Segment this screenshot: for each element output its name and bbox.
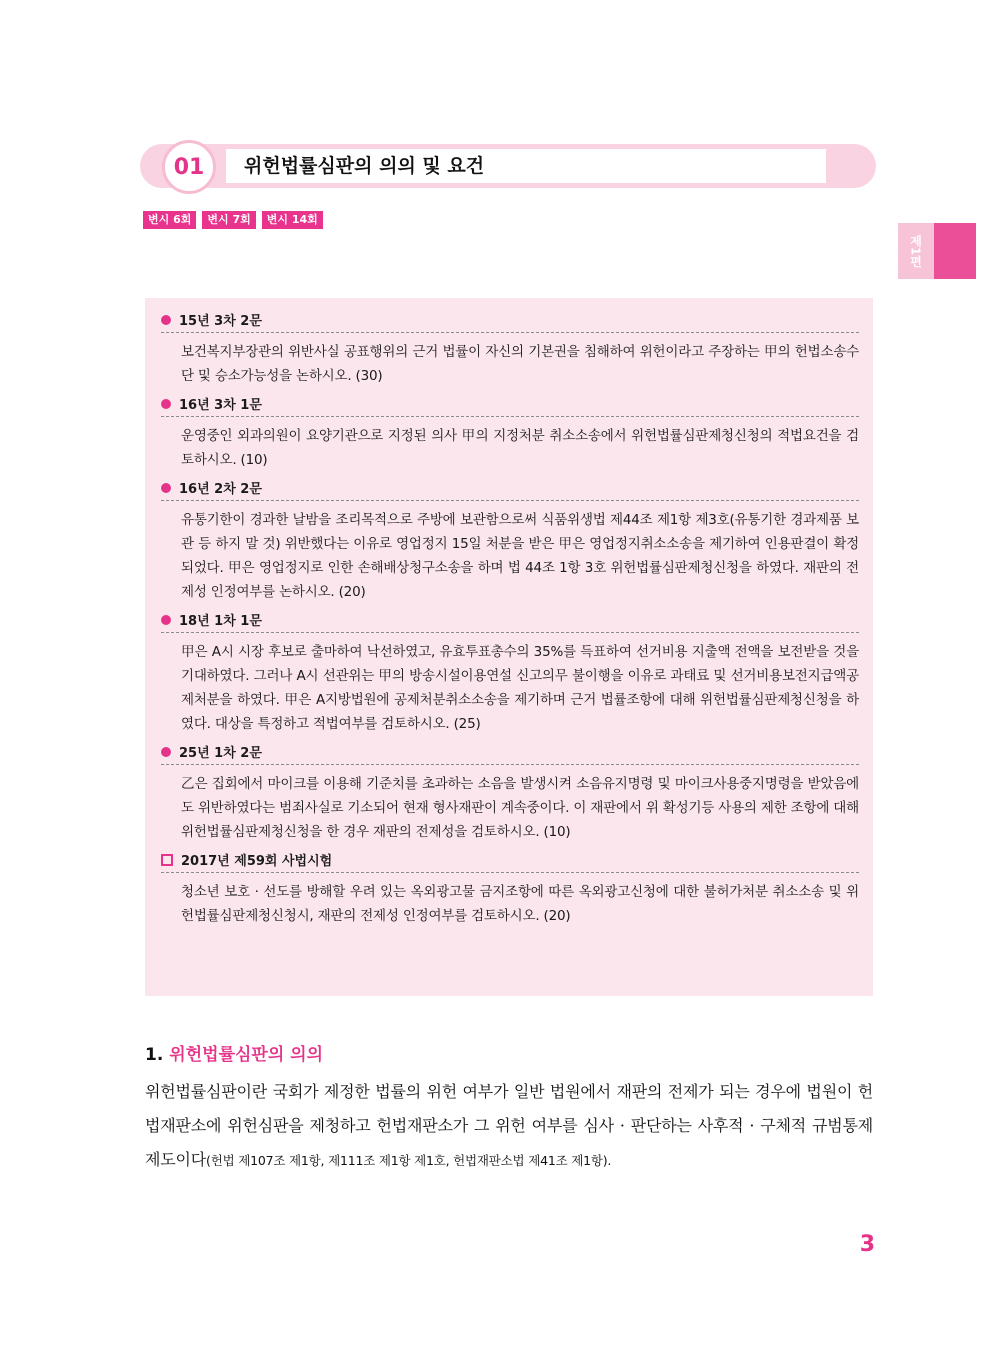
question-item: [161, 850, 859, 928]
question-source: 16년 2차 2문: [179, 482, 262, 497]
question-source: 15년 3차 2문: [179, 314, 262, 329]
question-text: 운영중인 외과의원이 요양기관으로 지정된 의사 甲의 지정처분 취소소송에서 위헌법률심판제청신청의 적법요건을 검토하시오. (10): [181, 428, 859, 468]
question-header: [161, 742, 859, 765]
body-paragraph: [145, 1075, 873, 1178]
exam-tag: 변시 6회: [143, 211, 196, 229]
chapter-side-tab-accent: [934, 223, 976, 279]
section-title: 위헌법률심판의 의의 및 요건: [244, 155, 485, 177]
question-item: [161, 742, 859, 844]
circle-bullet-icon: [161, 615, 171, 625]
body-text: 위헌법률심판이란 국회가 제정한 법률의 위헌 여부가 일반 법원에서 재판의 전제가 되는 경우에 법원이 헌법재판소에 위헌심판을 제청하고 헌법재판소가 그 위헌 여부를 심사 · 판단하는 사후적 · 구체적 규범통제제도이다: [145, 1082, 873, 1169]
question-source: 2017년 제59회 사법시험: [181, 854, 333, 869]
exam-tags: [143, 211, 323, 229]
subsection-title: 위헌법률심판의 의의: [169, 1045, 324, 1065]
circle-bullet-icon: [161, 399, 171, 409]
exam-tag: 변시 7회: [202, 211, 255, 229]
question-header: [161, 610, 859, 633]
question-header: [161, 850, 859, 873]
exam-questions-box: [145, 298, 873, 996]
question-header: [161, 310, 859, 333]
section-number: 01: [162, 140, 216, 194]
question-source: 16년 3차 1문: [179, 398, 262, 413]
exam-tag: 변시 14회: [262, 211, 323, 229]
legal-citation: (헌법 제107조 제1항, 제111조 제1항 제1호, 헌법재판소법 제41조 제1항).: [206, 1153, 612, 1168]
question-header: [161, 478, 859, 501]
question-text: 甲은 A시 시장 후보로 출마하여 낙선하였고, 유효투표총수의 35%를 득표하여 선거비용 지출액 전액을 보전받을 것을 기대하였다. 그러나 A시 선관위는 甲의 방송시설이용연설 신고의무 불이행을 이유로 과태료 및 선거비용보전지급액공제처분을 하였다. 甲은 A지방법원에 공제처분취소소송을 제기하며 근거 법률조항에 대해 위헌법률심판제청신청을 하였다. 대상을 특정하고 적법여부를 검토하시오. (25): [181, 644, 859, 732]
question-item: [161, 310, 859, 388]
question-text: 유통기한이 경과한 날밤을 조리목적으로 주방에 보관함으로써 식품위생법 제44조 제1항 제3호(유통기한 경과제품 보관 등 하지 말 것) 위반했다는 이유로 영업정지 15일 처분을 받은 甲은 영업정지취소소송을 제기하여 인용판결이 확정되었다. 甲은 영업정지로 인한 손해배상청구소송을 하며 법 44조 1항 3호 위헌법률심판제청신청을 하였다. 재판의 전제성 인정여부를 논하시오. (20): [181, 512, 859, 600]
question-source: 25년 1차 2문: [179, 746, 262, 761]
question-header: [161, 394, 859, 417]
subsection-heading: [145, 1040, 323, 1065]
square-bullet-icon: [161, 854, 173, 866]
circle-bullet-icon: [161, 483, 171, 493]
question-text: 乙은 집회에서 마이크를 이용해 기준치를 초과하는 소음을 발생시켜 소음유지명령 및 마이크사용중지명령을 받았음에도 위반하였다는 범죄사실로 기소되어 현재 형사재판이 계속중이다. 이 재판에서 위 확성기등 사용의 제한 조항에 대해 위헌법률심판제청신청을 한 경우 재판의 전제성을 검토하시오. (10): [181, 776, 859, 840]
question-source: 18년 1차 1문: [179, 614, 262, 629]
chapter-side-tab-label: 제1편: [908, 234, 923, 268]
question-item: [161, 394, 859, 472]
page-number: 3: [859, 1232, 875, 1257]
circle-bullet-icon: [161, 747, 171, 757]
subsection-number: 1.: [145, 1045, 164, 1065]
question-item: [161, 610, 859, 736]
question-text: 청소년 보호 · 선도를 방해할 우려 있는 옥외광고물 금지조항에 따른 옥외광고신청에 대한 불허가처분 취소소송 및 위헌법률심판제청신청시, 재판의 전제성 인정여부를 검토하시오. (20): [181, 884, 859, 924]
question-item: [161, 478, 859, 604]
question-text: 보건복지부장관의 위반사실 공표행위의 근거 법률이 자신의 기본권을 침해하여 위헌이라고 주장하는 甲의 헌법소송수단 및 승소가능성을 논하시오. (30): [181, 344, 859, 384]
circle-bullet-icon: [161, 315, 171, 325]
